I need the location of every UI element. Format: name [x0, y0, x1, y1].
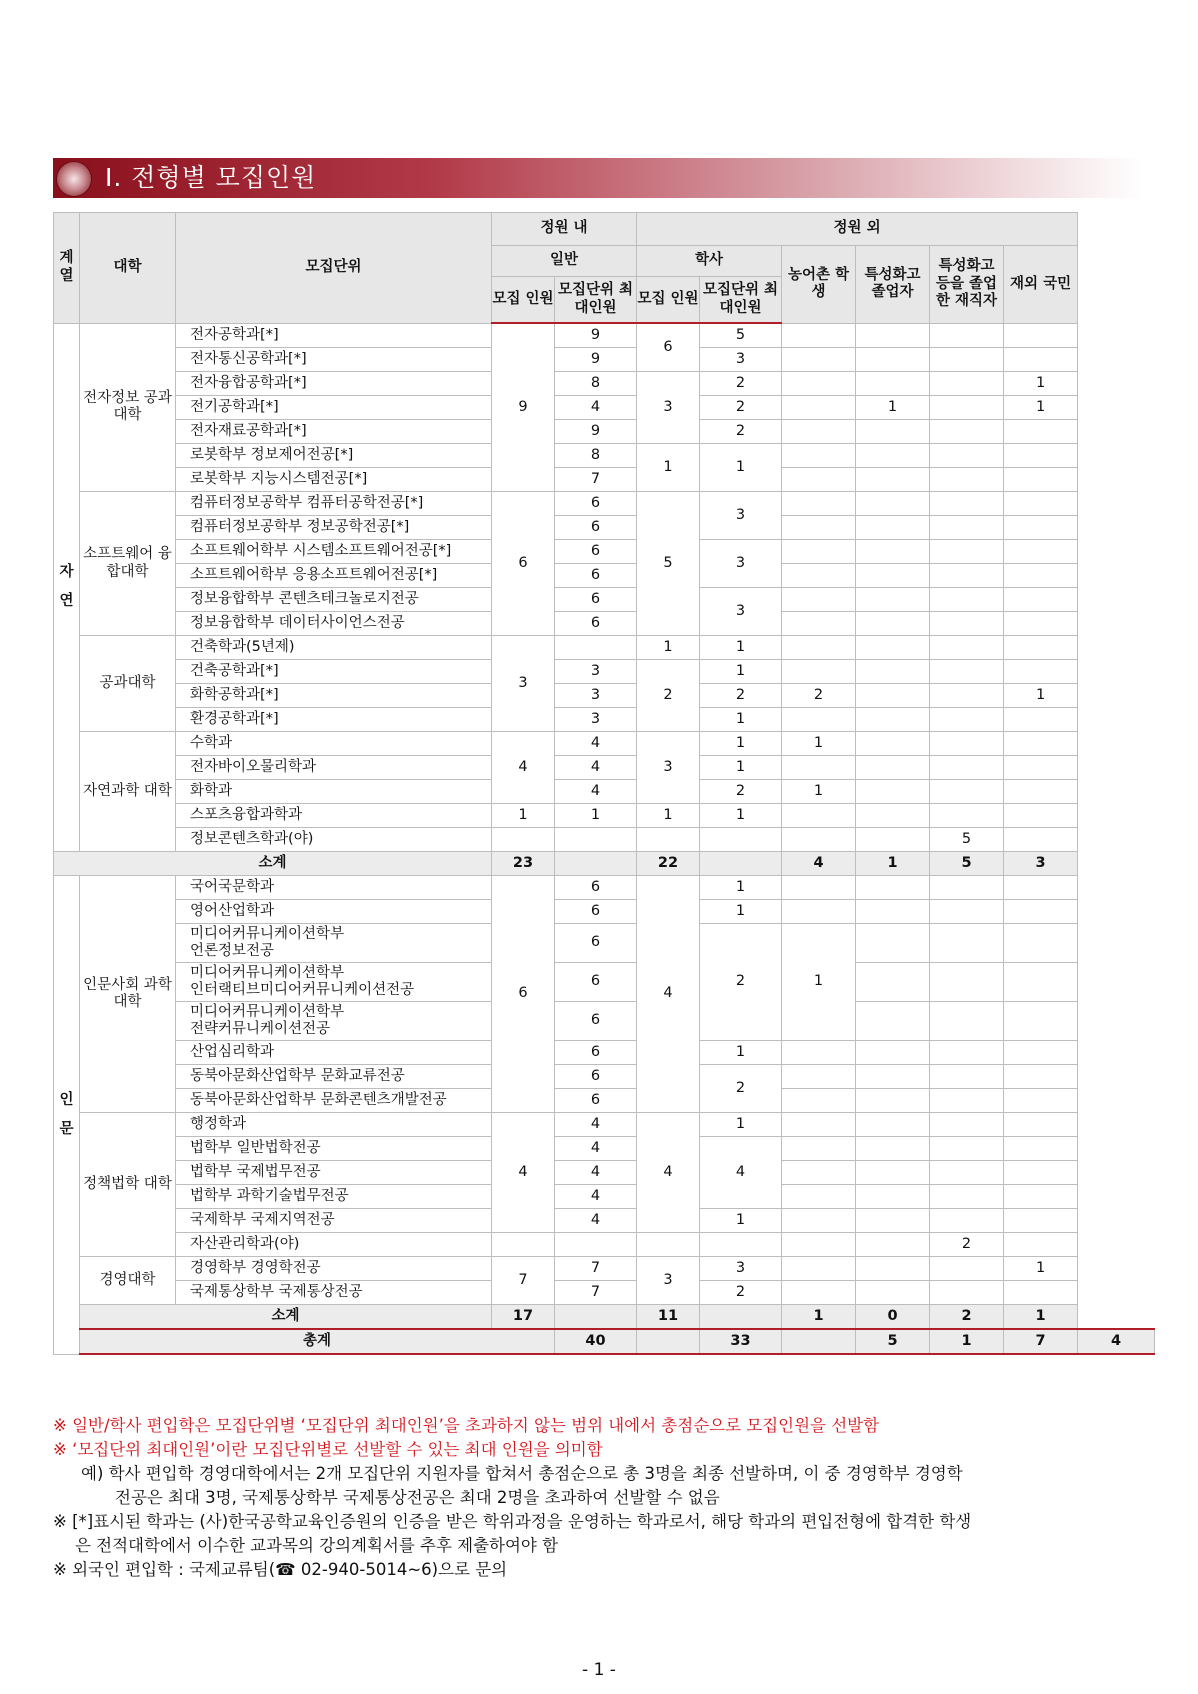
table-row: 소프트웨어 융합대학 컴퓨터정보공학부 컴퓨터공학전공[*] 6 6 5 3	[54, 492, 1155, 516]
table-row: 로봇학부 지능시스템전공[*] 7	[54, 468, 1155, 492]
total-row: 총계 40 33 5 1 7 4	[54, 1329, 1155, 1354]
table-row: 법학부 일반법학전공 4 4	[54, 1137, 1155, 1161]
header-ilban-mojip: 모집 인원	[492, 277, 555, 324]
header-teukseonghwa: 특성화고 졸업자	[856, 246, 930, 324]
table-row: 전자재료공학과[*] 9 2	[54, 420, 1155, 444]
admission-quota-table	[53, 212, 1155, 1355]
note-3-cont: 은 전적대학에서 이수한 교과목의 강의계획서를 추후 제출하여야 함	[75, 1536, 559, 1555]
note-1: ※ 일반/학사 편입학은 모집단위별 ‘모집단위 최대인원’을 초과하지 않는 범위 내에서 총점순으로 모집인원을 선발함	[53, 1416, 880, 1435]
header-jeongwon-oe: 정원 외	[637, 213, 1078, 246]
table-row: 화학과 4 2 1	[54, 780, 1155, 804]
group-jayeon: 자 연	[54, 323, 80, 852]
table-row: 법학부 과학기술법무전공 4	[54, 1185, 1155, 1209]
header-haksa-mojip: 모집 인원	[637, 277, 700, 324]
table-row: 소프트웨어학부 응용소프트웨어전공[*] 6	[54, 564, 1155, 588]
section-title: Ⅰ. 전형별 모집인원	[105, 163, 317, 192]
table-row: 국제통상학부 국제통상전공 7 2	[54, 1281, 1155, 1305]
college-cell: 정책법학 대학	[80, 1113, 176, 1257]
table-row: 인 문 인문사회 과학대학 국어국문학과 6 6 4 1	[54, 876, 1155, 900]
header-haksa-max: 모집단위 최대인원	[700, 277, 782, 324]
table-row: 공과대학 건축학과(5년제) 3 1 1	[54, 636, 1155, 660]
header-ilban: 일반	[492, 246, 637, 277]
header-gyeyeol: 계열	[54, 213, 80, 324]
table-row: 소프트웨어학부 시스템소프트웨어전공[*] 6 3	[54, 540, 1155, 564]
college-cell: 소프트웨어 융합대학	[80, 492, 176, 636]
college-cell: 전자정보 공과대학	[80, 323, 176, 492]
table-row: 국제학부 국제지역전공 4 1	[54, 1209, 1155, 1233]
table-row: 건축공학과[*] 3 2 1	[54, 660, 1155, 684]
page-number: - 1 -	[582, 1660, 616, 1680]
table-row: 환경공학과[*] 3 1	[54, 708, 1155, 732]
table-row: 전자바이오물리학과 4 1	[54, 756, 1155, 780]
notes-section	[53, 1414, 1143, 1582]
table-row: 자산관리학과(야) 2	[54, 1233, 1155, 1257]
college-cell: 자연과학 대학	[80, 732, 176, 852]
table-row: 자연과학 대학 수학과 4 4 3 1 1	[54, 732, 1155, 756]
header-teukseonghwa-work: 특성화고 등을 졸업한 재직자	[930, 246, 1004, 324]
header-haksa: 학사	[637, 246, 782, 277]
table-row: 미디어커뮤니케이션학부 전략커뮤니케이션전공 6	[54, 1002, 1155, 1041]
table-row: 법학부 국제법무전공 4	[54, 1161, 1155, 1185]
note-example: 예) 학사 편입학 경영대학에서는 2개 모집단위 지원자를 합쳐서 총점순으로 총 3명을 최종 선발하며, 이 중 경영학부 경영학	[81, 1464, 963, 1483]
table-row: 전자융합공학과[*] 8 3 2 1	[54, 372, 1155, 396]
header-ilban-max: 모집단위 최대인원	[555, 277, 637, 324]
group-inmun: 인 문	[54, 876, 80, 1355]
college-cell: 경영대학	[80, 1257, 176, 1305]
table-row: 정보콘텐츠학과(야) 5	[54, 828, 1155, 852]
table-row: 미디어커뮤니케이션학부 언론정보전공 6 2 1	[54, 924, 1155, 963]
table-row: 화학공학과[*] 3 2 2 1	[54, 684, 1155, 708]
college-cell: 공과대학	[80, 636, 176, 732]
header-college: 대학	[80, 213, 176, 324]
table-row: 스포츠융합과학과 1 1 1 1	[54, 804, 1155, 828]
table-row: 정보융합학부 데이터사이언스전공 6	[54, 612, 1155, 636]
table-row: 컴퓨터정보공학부 정보공학전공[*] 6	[54, 516, 1155, 540]
table-row: 로봇학부 정보제어전공[*] 8 1 1	[54, 444, 1155, 468]
college-cell: 인문사회 과학대학	[80, 876, 176, 1113]
note-example-cont: 전공은 최대 3명, 국제통상학부 국제통상전공은 최대 2명을 초과하여 선발할 수 없음	[115, 1488, 720, 1507]
table-row: 정책법학 대학 행정학과 4 4 4 1	[54, 1113, 1155, 1137]
subtotal-row: 소계 17 11 1 0 2 1	[54, 1305, 1155, 1330]
table-row: 동북아문화산업학부 문화교류전공 6 2	[54, 1065, 1155, 1089]
note-2: ※ ‘모집단위 최대인원’이란 모집단위별로 선발할 수 있는 최대 인원을 의미함	[53, 1440, 603, 1459]
header-nongeochon: 농어촌 학생	[782, 246, 856, 324]
note-3: ※ [*]표시된 학과는 (사)한국공학교육인증원의 인증을 받은 학위과정을 운영하는 학과로서, 해당 학과의 편입전형에 합격한 학생	[53, 1512, 972, 1531]
table-row: 동북아문화산업학부 문화콘텐츠개발전공 6	[54, 1089, 1155, 1113]
header-jeongwon-nae: 정원 내	[492, 213, 637, 246]
university-seal-icon	[56, 161, 92, 197]
table-row: 정보융합학부 콘텐츠테크놀로지전공 6 3	[54, 588, 1155, 612]
table-row: 전기공학과[*] 4 2 1 1	[54, 396, 1155, 420]
table-row: 자 연 전자정보 공과대학 전자공학과[*] 9 9 6 5	[54, 323, 1155, 348]
header-unit: 모집단위	[176, 213, 492, 324]
note-4: ※ 외국인 편입학 : 국제교류팀(☎ 02-940-5014~6)으로 문의	[53, 1560, 508, 1579]
table-row: 산업심리학과 6 1	[54, 1041, 1155, 1065]
table-row: 영어산업학과 6 1	[54, 900, 1155, 924]
table-row: 미디어커뮤니케이션학부 인터랙티브미디어커뮤니케이션전공 6	[54, 963, 1155, 1002]
header-jaeoe: 재외 국민	[1004, 246, 1078, 324]
table-row: 전자통신공학과[*] 9 3	[54, 348, 1155, 372]
table-row: 경영대학 경영학부 경영학전공 7 7 3 3 1	[54, 1257, 1155, 1281]
subtotal-row: 소계 23 22 4 1 5 3	[54, 852, 1155, 876]
